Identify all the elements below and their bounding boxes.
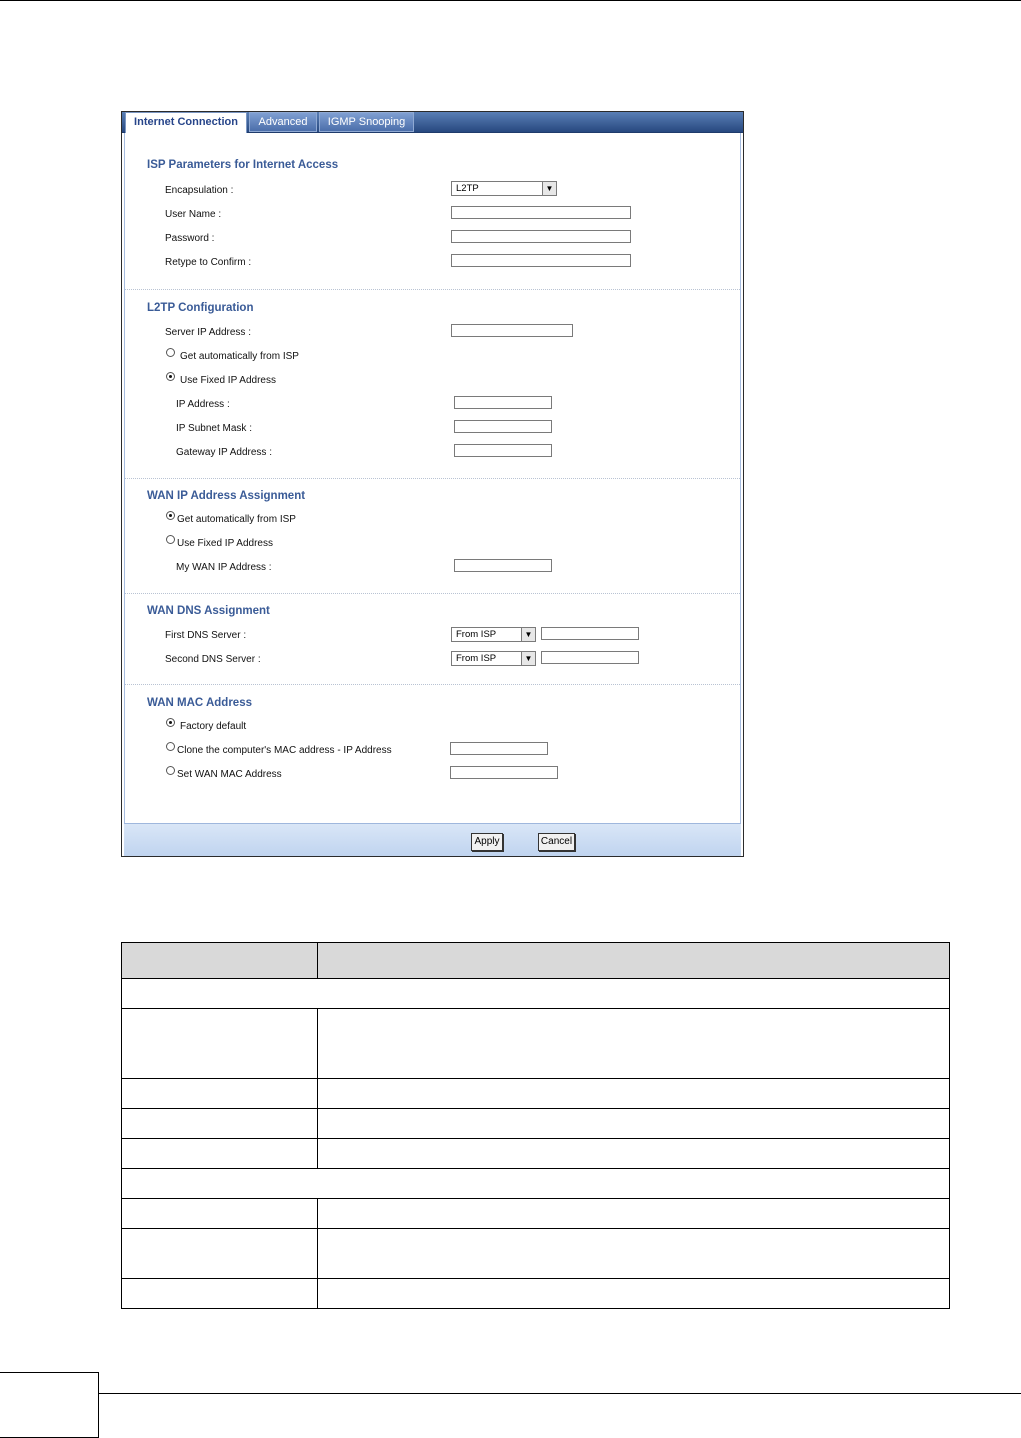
- tab-advanced[interactable]: Advanced: [249, 112, 317, 132]
- first-dns-select[interactable]: [451, 627, 536, 642]
- tab-igmp-snooping[interactable]: IGMP Snooping: [319, 112, 414, 132]
- table-row: [122, 1279, 950, 1309]
- server-ip-input[interactable]: [451, 324, 573, 337]
- l2tp-section-title: L2TP Configuration: [147, 302, 254, 314]
- wan-dns-section-title: WAN DNS Assignment: [147, 605, 270, 617]
- cancel-button[interactable]: Cancel: [538, 833, 575, 851]
- l2tp-use-fixed-radio[interactable]: [166, 372, 175, 381]
- table-cell: [122, 1139, 318, 1169]
- page-number-box: [0, 1372, 99, 1438]
- internet-connection-screen: [121, 111, 744, 857]
- table-row: [122, 979, 950, 1009]
- second-dns-select[interactable]: [451, 651, 536, 666]
- my-wan-ip-input[interactable]: [454, 559, 552, 572]
- mac-clone-label: Clone the computer's MAC address - IP Address: [177, 745, 392, 756]
- wan-ip-get-auto-radio[interactable]: [166, 511, 175, 520]
- page-footer-rule: [98, 1393, 1021, 1394]
- l2tp-ip-label: IP Address :: [176, 399, 230, 410]
- table-cell: [122, 1009, 318, 1079]
- retype-label: Retype to Confirm :: [165, 257, 252, 268]
- page-top-rule: [0, 0, 1021, 1]
- isp-section-title: ISP Parameters for Internet Access: [147, 159, 339, 171]
- mac-set-label: Set WAN MAC Address: [177, 769, 282, 780]
- section-divider: [125, 478, 740, 479]
- l2tp-get-auto-label: Get automatically from ISP: [180, 351, 299, 362]
- table-cell: [318, 1279, 950, 1309]
- chevron-down-icon: ▼: [521, 628, 535, 641]
- username-label: User Name :: [165, 209, 222, 220]
- table-header-cell: [122, 943, 318, 979]
- l2tp-get-auto-radio[interactable]: [166, 348, 175, 357]
- username-input[interactable]: [451, 206, 631, 219]
- my-wan-ip-label: My WAN IP Address :: [176, 562, 272, 573]
- table-row: [122, 1199, 950, 1229]
- table-cell: [122, 1279, 318, 1309]
- mac-factory-default-label: Factory default: [180, 721, 247, 732]
- button-bar: [124, 823, 741, 856]
- mac-set-input[interactable]: [450, 766, 558, 779]
- table-row: [122, 1109, 950, 1139]
- section-divider: [125, 289, 740, 290]
- table-cell: [318, 1139, 950, 1169]
- l2tp-ip-input[interactable]: [454, 396, 552, 409]
- l2tp-gateway-input[interactable]: [454, 444, 552, 457]
- l2tp-gateway-label: Gateway IP Address :: [176, 447, 272, 458]
- wan-mac-section-title: WAN MAC Address: [147, 697, 252, 709]
- section-divider: [125, 593, 740, 594]
- field-description-table: [121, 942, 950, 1309]
- wan-ip-section-title: WAN IP Address Assignment: [147, 490, 306, 502]
- tab-internet-connection[interactable]: Internet Connection: [125, 112, 247, 133]
- table-cell: [122, 1229, 318, 1279]
- table-row: [122, 1009, 950, 1079]
- table-row: [122, 1079, 950, 1109]
- encapsulation-value: L2TP: [456, 183, 479, 194]
- password-input[interactable]: [451, 230, 631, 243]
- encapsulation-label: Encapsulation :: [165, 185, 234, 196]
- l2tp-subnet-label: IP Subnet Mask :: [176, 423, 252, 434]
- table-cell: [122, 1079, 318, 1109]
- wan-ip-use-fixed-label: Use Fixed IP Address: [177, 538, 273, 549]
- second-dns-label: Second DNS Server :: [165, 654, 261, 665]
- l2tp-use-fixed-label: Use Fixed IP Address: [180, 375, 276, 386]
- mac-factory-default-radio[interactable]: [166, 718, 175, 727]
- first-dns-label: First DNS Server :: [165, 630, 247, 641]
- encapsulation-select[interactable]: [451, 181, 557, 196]
- chevron-down-icon: ▼: [542, 182, 556, 195]
- password-label: Password :: [165, 233, 215, 244]
- second-dns-input[interactable]: [541, 651, 639, 664]
- mac-clone-radio[interactable]: [166, 742, 175, 751]
- table-cell: [318, 1229, 950, 1279]
- table-header-cell: [318, 943, 950, 979]
- first-dns-value: From ISP: [456, 629, 497, 640]
- server-ip-label: Server IP Address :: [165, 327, 251, 338]
- table-cell: [318, 1009, 950, 1079]
- mac-clone-ip-input[interactable]: [450, 742, 548, 755]
- table-cell: [318, 1079, 950, 1109]
- first-dns-input[interactable]: [541, 627, 639, 640]
- apply-button[interactable]: Apply: [471, 833, 503, 851]
- retype-password-input[interactable]: [451, 254, 631, 267]
- table-cell: [318, 1199, 950, 1229]
- table-cell: [122, 1109, 318, 1139]
- table-row: [122, 1139, 950, 1169]
- l2tp-subnet-input[interactable]: [454, 420, 552, 433]
- settings-panel: [124, 133, 741, 824]
- table-row: [122, 1169, 950, 1199]
- chevron-down-icon: ▼: [521, 652, 535, 665]
- table-cell: [318, 1109, 950, 1139]
- table-row: [122, 1229, 950, 1279]
- table-cell: [122, 979, 950, 1009]
- table-header-row: [122, 943, 950, 979]
- table-cell: [122, 1199, 318, 1229]
- tab-bar: [122, 112, 743, 133]
- wan-ip-use-fixed-radio[interactable]: [166, 535, 175, 544]
- wan-ip-get-auto-label: Get automatically from ISP: [177, 514, 296, 525]
- section-divider: [125, 684, 740, 685]
- mac-set-radio[interactable]: [166, 766, 175, 775]
- table-cell: [122, 1169, 950, 1199]
- second-dns-value: From ISP: [456, 653, 497, 664]
